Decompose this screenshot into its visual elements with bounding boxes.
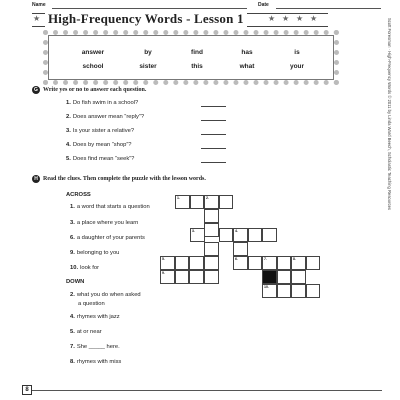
grid-cell[interactable]: 9. — [160, 270, 175, 284]
word-bank-item: by — [144, 49, 152, 56]
grid-cell[interactable] — [175, 256, 190, 270]
grid-cell[interactable] — [277, 270, 292, 284]
grid-cell[interactable]: 8. — [291, 256, 306, 270]
word-bank-item: school — [82, 63, 104, 70]
grid-cell[interactable] — [219, 228, 234, 242]
section-g-badge: G — [32, 86, 40, 94]
clue-item: 4. rhymes with jazz — [70, 314, 120, 320]
word-bank — [48, 35, 334, 80]
grid-cell[interactable]: 1. — [175, 195, 190, 209]
across-heading: ACROSS — [66, 192, 91, 198]
star-icon: ★ — [296, 14, 304, 23]
date-label: Date — [258, 2, 269, 8]
clue-item: 8. rhymes with miss — [70, 359, 122, 365]
grid-cell[interactable] — [306, 256, 321, 270]
grid-cell[interactable] — [277, 256, 292, 270]
answer-line[interactable] — [201, 120, 226, 121]
grid-cell[interactable] — [248, 256, 263, 270]
grid-cell[interactable] — [189, 270, 204, 284]
section-h-instruction: Read the clues. Then complete the puzzle with the lesson words. — [43, 176, 206, 182]
grid-cell[interactable] — [262, 228, 277, 242]
page-title: High-Frequency Words - Lesson 1 — [45, 11, 247, 27]
clue-item: a question — [78, 301, 105, 307]
question-item: 2. Does answer mean “reply”? — [66, 114, 145, 120]
grid-cell[interactable] — [175, 270, 190, 284]
question-item: 5. Does find mean “seek”? — [66, 156, 135, 162]
grid-cell[interactable] — [291, 270, 306, 284]
date-line[interactable] — [276, 8, 381, 9]
clue-item: 6. a daughter of your parents — [70, 235, 145, 241]
grid-cell[interactable] — [204, 209, 219, 223]
grid-cell[interactable] — [277, 284, 292, 298]
grid-cell[interactable]: 6. — [233, 256, 248, 270]
clue-item: 5. at or near — [70, 329, 102, 335]
grid-cell[interactable] — [291, 284, 306, 298]
question-item: 3. Is your sister a relative? — [66, 128, 135, 134]
grid-cell[interactable] — [204, 256, 219, 270]
clue-item: 3. a place where you learn — [70, 220, 139, 226]
grid-cell[interactable] — [233, 242, 248, 256]
grid-cell[interactable] — [189, 256, 204, 270]
section-h-badge: H — [32, 175, 40, 183]
grid-cell[interactable]: 2. — [204, 195, 219, 209]
star-icon: ★ — [310, 14, 318, 23]
grid-cell[interactable] — [204, 270, 219, 284]
page-number: 8 — [22, 385, 32, 395]
grid-cell[interactable] — [306, 284, 321, 298]
side-credit: Scott Foresman · High-Frequency Words © 2011 by Linda Ward Beech, Scholastic Teaching Resources — [387, 17, 392, 210]
star-icon: ★ — [33, 14, 41, 23]
grid-cell[interactable] — [219, 195, 234, 209]
word-bank-item: is — [294, 49, 300, 56]
word-bank-item: sister — [139, 63, 157, 70]
grid-cell[interactable] — [204, 242, 219, 256]
answer-line[interactable] — [201, 106, 226, 107]
grid-cell[interactable]: 7. — [262, 256, 277, 270]
down-heading: DOWN — [66, 279, 85, 285]
grid-cell[interactable] — [190, 195, 205, 209]
word-bank-item: find — [191, 49, 203, 56]
star-icon: ★ — [282, 14, 290, 23]
name-line[interactable] — [52, 8, 247, 9]
question-item: 1. Do fish swim in a school? — [66, 100, 139, 106]
grid-cell[interactable] — [248, 228, 263, 242]
word-bank-item: your — [289, 63, 305, 70]
answer-line[interactable] — [201, 134, 226, 135]
word-bank-item: answer — [81, 49, 105, 56]
clue-item: 10. look for — [70, 265, 100, 271]
answer-line[interactable] — [201, 148, 226, 149]
answer-line[interactable] — [201, 162, 226, 163]
clue-item: 7. She _____ here. — [70, 344, 120, 350]
name-label: Name — [32, 2, 46, 8]
grid-cell[interactable] — [204, 223, 219, 237]
clue-item: 1. a word that starts a question — [70, 204, 150, 210]
star-border — [43, 30, 339, 85]
grid-cell[interactable]: 4. — [233, 228, 248, 242]
word-bank-item: what — [239, 63, 255, 70]
grid-cell[interactable]: 5. — [160, 256, 175, 270]
black-cell — [262, 270, 277, 284]
grid-cell[interactable]: 10. — [262, 284, 277, 298]
section-g-instruction: Write yes or no to answer each question. — [43, 87, 147, 93]
grid-cell[interactable]: 3. — [190, 228, 205, 242]
question-item: 4. Does by mean “shop”? — [66, 142, 132, 148]
star-icon: ★ — [268, 14, 276, 23]
footer-rule — [32, 390, 382, 391]
word-bank-item: this — [191, 63, 203, 70]
clue-item: 2. what you do when asked — [70, 292, 141, 298]
clue-item: 9. belonging to you — [70, 250, 120, 256]
word-bank-item: has — [241, 49, 253, 56]
